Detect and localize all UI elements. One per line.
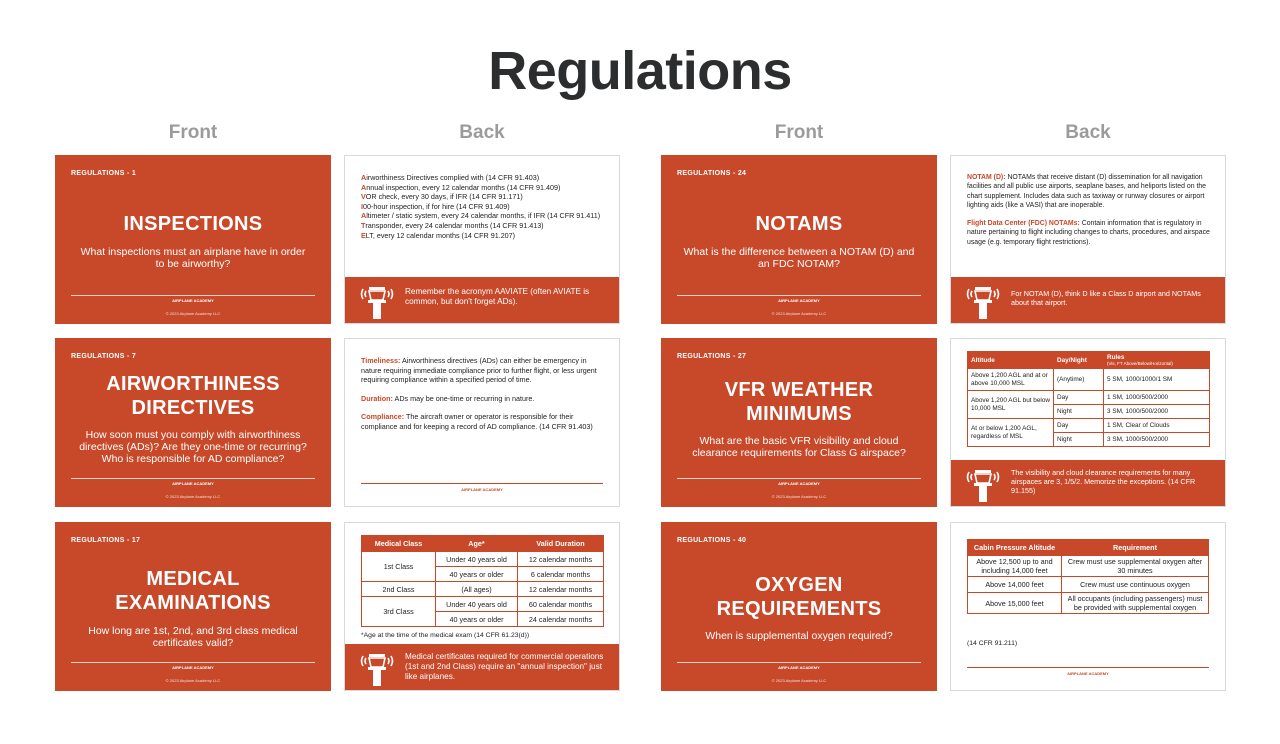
copyright: © 2023 Airplane Academy LLC — [771, 678, 827, 683]
definition: Timeliness: Airworthiness directives (ADs) can either be emergency in nature requiring immediate compliance prior to further flight, or less urgent requiring compliance within a specified period of time. — [361, 356, 597, 385]
copyright: © 2023 Airplane Academy LLC — [771, 494, 827, 499]
tip-text: For NOTAM (D), think D like a Class D airport and NOTAMs about that airport. — [1011, 289, 1201, 307]
column-header: Valid Duration — [518, 536, 604, 552]
brand-logo: AIRPLANE ACADEMY — [361, 483, 603, 492]
column-header: Altitude — [968, 352, 1054, 369]
table-row — [968, 369, 1210, 391]
definition: NOTAM (D): NOTAMs that receive distant (D) dissemination for all navigation facilities and all public use airports, seaplane bases, and heliports listed on the chart supplement. Includes data such as taxiway or runway closures or airport lighting aids (like a VASI) that are inoperable. — [967, 174, 1207, 209]
vfr-minimums-table — [967, 351, 1210, 447]
table-cell: 24 calendar months — [518, 612, 604, 627]
list-item: I00-hour inspection, if for hire (14 CFR 91.409) — [361, 201, 510, 211]
table-cell: Night — [1054, 405, 1104, 419]
card-number: REGULATIONS - 17 — [71, 537, 141, 544]
card-title: AIRWORTHINESS DIRECTIVES — [106, 373, 280, 419]
table-row — [968, 556, 1209, 577]
tip-banner — [345, 644, 619, 690]
table-cell: 3 SM, 1000/500/2000 — [1104, 433, 1210, 447]
flashcard-back-airworthiness-directives[interactable] — [344, 338, 620, 507]
flashcard-front-medical-examinations[interactable] — [55, 522, 331, 691]
control-tower-icon — [360, 650, 394, 686]
copyright: © 2023 Airplane Academy LLC — [165, 311, 221, 316]
table-cell: Above 15,000 feet — [968, 593, 1062, 614]
control-tower-icon — [360, 283, 394, 319]
brand-logo: AIRPLANE ACADEMY — [967, 667, 1209, 676]
brand-logo: AIRPLANE ACADEMY — [677, 478, 921, 486]
column-header: Medical Class — [362, 536, 436, 552]
table-row — [968, 391, 1210, 405]
flashcard-front-vfr-weather-minimums[interactable] — [661, 338, 937, 507]
table-cell: 40 years or older — [436, 612, 518, 627]
card-number: REGULATIONS - 1 — [71, 170, 137, 177]
table-cell: Above 12,500 up to and including 14,000 feet — [968, 556, 1062, 577]
card-question: When is supplemental oxygen required? — [705, 630, 893, 642]
table-cell: 6 calendar months — [518, 567, 604, 582]
list-item: VOR check, every 30 days, if IFR (14 CFR 91.171) — [361, 192, 523, 202]
column-label-back: Back — [459, 122, 505, 143]
definition: Compliance: The aircraft owner or operator is responsible for their compliance and for keeping a record of AD compliance. (14 CFR 91.403) — [361, 412, 593, 431]
list-item: Annual inspection, every 12 calendar months (14 CFR 91.409) — [361, 182, 561, 192]
copyright: © 2023 Airplane Academy LLC — [771, 311, 827, 316]
flashcard-back-notams[interactable] — [950, 155, 1226, 324]
table-cell: 3rd Class — [362, 597, 436, 627]
copyright: © 2023 Airplane Academy LLC — [165, 678, 221, 683]
table-row — [362, 582, 604, 597]
table-cell: At or below 1,200 AGL, regardless of MSL — [968, 419, 1054, 447]
table-cell: (All ages) — [436, 582, 518, 597]
column-header: Age* — [436, 536, 518, 552]
copyright: © 2023 Airplane Academy LLC — [165, 494, 221, 499]
table-cell: Crew must use supplemental oxygen after 30 minutes — [1062, 556, 1209, 577]
tip-text: Remember the acronym AAVIATE (often AVIATE is common, but don't forget ADs). — [405, 287, 590, 306]
brand-logo: AIRPLANE ACADEMY — [71, 662, 315, 670]
definition: Duration: ADs may be one-time or recurring in nature. — [361, 393, 535, 403]
card-number: REGULATIONS - 27 — [677, 353, 747, 360]
card-question: What is the difference between a NOTAM (D) and an FDC NOTAM? — [683, 246, 915, 270]
oxygen-requirements-table — [967, 539, 1209, 614]
table-footnote: *Age at the time of the medical exam (14 CFR 61.23(d)) — [361, 632, 530, 639]
flashcard-back-oxygen-requirements[interactable] — [950, 522, 1226, 691]
control-tower-icon — [966, 466, 1000, 502]
acronym-list — [361, 173, 605, 240]
table-cell: 3 SM, 1000/500/2000 — [1104, 405, 1210, 419]
column-header: Rules (Vis, FT Above/Below/Horizontal) — [1104, 352, 1210, 369]
card-title: MEDICAL EXAMINATIONS — [115, 568, 271, 614]
column-header: Requirement — [1062, 540, 1209, 556]
tip-banner — [345, 277, 619, 323]
table-cell: Under 40 years old — [436, 597, 518, 612]
table-header-row — [362, 536, 604, 552]
table-cell: 40 years or older — [436, 567, 518, 582]
tip-text: The visibility and cloud clearance requirements for many airspaces are 3, 1/5/2. Memorize the exceptions. (14 CFR 91.155) — [1011, 468, 1196, 495]
card-number: REGULATIONS - 24 — [677, 170, 747, 177]
table-cell: 2nd Class — [362, 582, 436, 597]
brand-logo: AIRPLANE ACADEMY — [677, 295, 921, 303]
table-cell: 12 calendar months — [518, 552, 604, 567]
table-cell: Under 40 years old — [436, 552, 518, 567]
table-row — [362, 597, 604, 612]
cfr-reference: (14 CFR 91.211) — [967, 640, 1018, 647]
table-cell: 1 SM, Clear of Clouds — [1104, 419, 1210, 433]
table-cell: Above 14,000 feet — [968, 577, 1062, 593]
card-title: OXYGEN REQUIREMENTS — [716, 574, 882, 620]
medical-duration-table — [361, 535, 604, 627]
flashcard-front-airworthiness-directives[interactable] — [55, 338, 331, 507]
flashcard-back-vfr-weather-minimums[interactable] — [950, 338, 1226, 507]
card-title: VFR WEATHER MINIMUMS — [724, 379, 874, 425]
page-title: Regulations — [488, 41, 792, 101]
table-cell: Day — [1054, 419, 1104, 433]
table-cell: Night — [1054, 433, 1104, 447]
table-row — [362, 552, 604, 567]
list-item: Transponder, every 24 calendar months (14 CFR 91.413) — [361, 220, 544, 230]
flashcard-back-medical-examinations[interactable] — [344, 522, 620, 691]
table-cell: 12 calendar months — [518, 582, 604, 597]
notam-definitions — [967, 173, 1211, 247]
table-cell: Above 1,200 AGL but below 10,000 MSL — [968, 391, 1054, 419]
tip-text: Medical certificates required for commercial operations (1st and 2nd Class) require an "annual inspection" just like airplanes. — [405, 652, 604, 681]
column-label-front: Front — [774, 122, 824, 143]
card-number: REGULATIONS - 7 — [71, 353, 137, 360]
card-title: NOTAMS — [755, 213, 843, 235]
flashcard-back-inspections[interactable] — [344, 155, 620, 324]
card-title: INSPECTIONS — [123, 213, 263, 235]
definition: Flight Data Center (FDC) NOTAMs: Contain information that is regulatory in nature pertaining to flight including changes to charts, procedures, and airspace usage (e.g. temporary flight restrictions). — [967, 220, 1210, 246]
control-tower-icon — [966, 283, 1000, 319]
table-cell: 1st Class — [362, 552, 436, 582]
flashcard-front-notams[interactable] — [661, 155, 937, 324]
card-number: REGULATIONS - 40 — [677, 537, 747, 544]
table-row — [968, 419, 1210, 433]
table-cell: Above 1,200 AGL and at or above 10,000 MSL — [968, 369, 1054, 391]
table-cell: Crew must use continuous oxygen — [1062, 577, 1209, 593]
tip-banner — [951, 277, 1225, 323]
brand-logo: AIRPLANE ACADEMY — [71, 478, 315, 486]
flashcard-front-inspections[interactable] — [55, 155, 331, 324]
column-header: Cabin Pressure Altitude — [968, 540, 1062, 556]
card-question: What inspections must an airplane have in order to be airworthy? — [80, 246, 306, 270]
card-question: How soon must you comply with airworthiness directives (ADs)? Are they one-time or recurring? Who is responsible for AD compliance? — [79, 429, 307, 465]
table-cell: Day — [1054, 391, 1104, 405]
table-row — [968, 593, 1209, 614]
list-item: ELT, every 12 calendar months (14 CFR 91.207) — [361, 230, 516, 240]
table-header-row — [968, 352, 1210, 369]
brand-logo: AIRPLANE ACADEMY — [71, 295, 315, 303]
brand-logo: AIRPLANE ACADEMY — [677, 662, 921, 670]
column-header: Day/Night — [1054, 352, 1104, 369]
tip-banner — [951, 460, 1225, 506]
column-label-back: Back — [1065, 122, 1111, 143]
card-question: How long are 1st, 2nd, and 3rd class medical certificates valid? — [88, 625, 298, 649]
card-question: What are the basic VFR visibility and cloud clearance requirements for Class G airspace? — [692, 435, 906, 459]
table-row — [968, 577, 1209, 593]
flashcard-front-oxygen-requirements[interactable] — [661, 522, 937, 691]
column-label-front: Front — [168, 122, 218, 143]
table-header-row — [968, 540, 1209, 556]
list-item: Altimeter / static system, every 24 calendar months, if IFR (14 CFR 91.411) — [361, 211, 601, 221]
ad-details — [361, 356, 605, 432]
list-item: Airworthiness Directives complied with (14 CFR 91.403) — [361, 173, 540, 182]
table-cell: 5 SM, 1000/1000/1 SM — [1104, 369, 1210, 391]
table-cell: 60 calendar months — [518, 597, 604, 612]
table-cell: All occupants (including passengers) must be provided with supplemental oxygen — [1062, 593, 1209, 614]
table-cell: (Anytime) — [1054, 369, 1104, 391]
table-cell: 1 SM, 1000/500/2000 — [1104, 391, 1210, 405]
